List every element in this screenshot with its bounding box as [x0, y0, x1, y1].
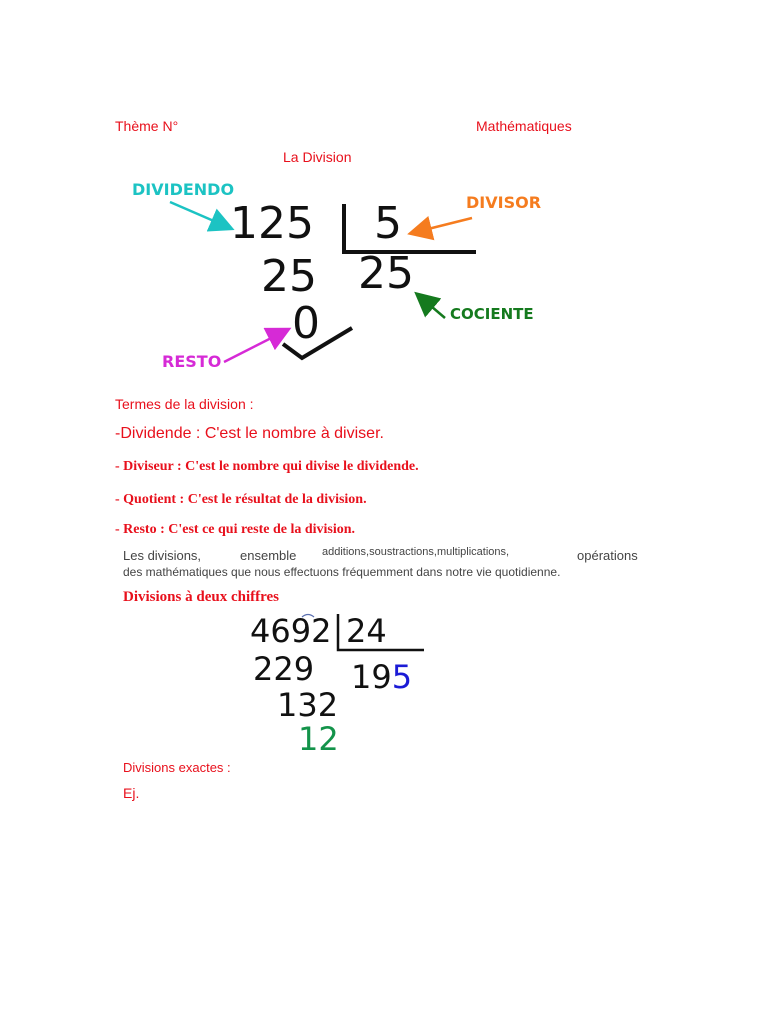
- two-digit-lines: [0, 600, 768, 660]
- paragraph-word-2: ensemble: [240, 548, 297, 563]
- divisor-arrow: [412, 218, 472, 233]
- subject-label: Mathématiques: [476, 118, 572, 134]
- divisor-number: 5: [374, 198, 402, 249]
- two-digit-bracket: [338, 614, 424, 650]
- exact-example: Ej.: [123, 785, 140, 801]
- remainder-label: RESTO: [162, 352, 222, 371]
- term-dividende: -Dividende : C'est le nombre à diviser.: [115, 425, 384, 442]
- term-quotient: - Quotient : C'est le résultat de la division.: [115, 492, 367, 507]
- divisor-label: DIVISOR: [466, 193, 542, 212]
- quotient-main-digits: 19: [351, 658, 392, 696]
- quotient-arrow: [418, 295, 445, 318]
- two-digit-heading: Divisions à deux chiffres: [123, 589, 279, 605]
- two-digit-row-1: 229: [253, 650, 315, 688]
- terms-heading: Termes de la division :: [115, 396, 254, 412]
- division-bracket: [344, 204, 476, 252]
- step-number: 25: [261, 251, 317, 302]
- two-digit-remainder: 12: [298, 720, 339, 758]
- quotient-last-digit: 5: [391, 658, 413, 696]
- quotient-number: 25: [358, 248, 414, 299]
- two-digit-quotient: [351, 658, 412, 696]
- term-resto: - Resto : C'est ce qui reste de la division.: [115, 522, 356, 537]
- dividend-arrow: [170, 202, 230, 228]
- two-digit-divisor: 24: [346, 612, 387, 650]
- two-digit-dividend: 4692: [250, 612, 332, 650]
- theme-label: Thème N°: [115, 118, 179, 134]
- dividend-label: DIVIDENDO: [132, 180, 235, 199]
- paragraph-line-2: des mathématiques que nous effectuons fréquemment dans notre vie quotidienne.: [123, 565, 561, 579]
- remainder-arrow: [224, 330, 287, 362]
- quotient-label: COCIENTE: [450, 305, 534, 323]
- remainder-check: [283, 328, 352, 358]
- two-digit-row-2: 132: [277, 686, 339, 724]
- paragraph-word-4: opérations: [577, 548, 638, 563]
- paragraph-word-3: additions,soustractions,multiplications,: [322, 546, 510, 558]
- digit-arc-mark: [302, 615, 314, 618]
- paragraph-word-1: Les divisions,: [123, 548, 202, 563]
- remainder-number: 0: [292, 298, 320, 349]
- page-title: La Division: [283, 149, 352, 165]
- term-diviseur: - Diviseur : C'est le nombre qui divise le dividende.: [115, 459, 419, 474]
- dividend-number: 125: [230, 198, 314, 249]
- exact-heading: Divisions exactes :: [123, 760, 231, 775]
- diagram-lines: [0, 0, 768, 420]
